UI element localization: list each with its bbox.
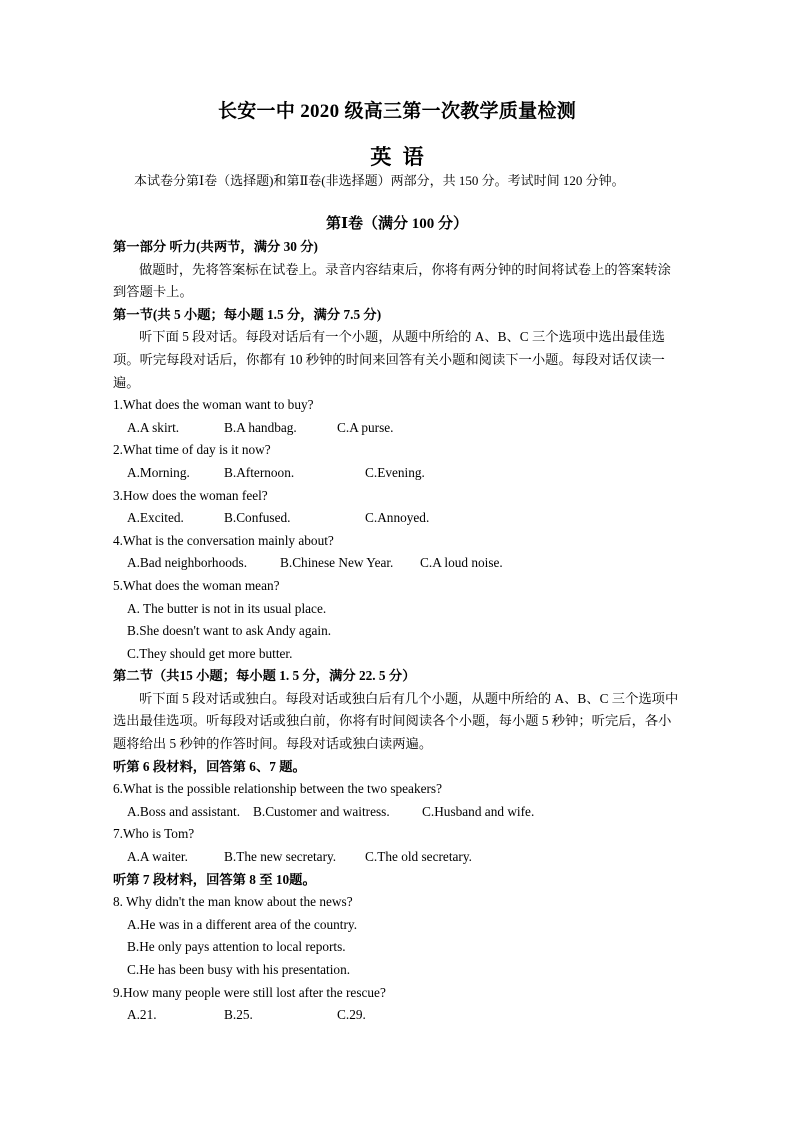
option-c: C.Husband and wife.: [422, 803, 535, 819]
option-a: A.21.: [127, 1007, 157, 1023]
option-c: C.Evening.: [365, 464, 425, 480]
options-9: [113, 1004, 683, 1027]
option-a: A.Bad neighborhoods.: [127, 555, 248, 571]
option-c: C.He has been busy with his presentation.: [127, 962, 351, 977]
option-c: C.The old secretary.: [365, 849, 472, 865]
question-2: 2.What time of day is it now?: [113, 442, 271, 458]
option-c: C.They should get more butter.: [127, 645, 293, 661]
option-b: B.She doesn't want to ask Andy again.: [127, 623, 332, 639]
part1-heading: 第一部分 听力(共两节，满分 30 分): [113, 239, 318, 254]
option-b: B.Chinese New Year.: [280, 555, 394, 571]
question-4: 4.What is the conversation mainly about?: [113, 532, 334, 548]
volume-heading: 第Ⅰ卷（满分 100 分）: [325, 216, 469, 232]
option-b: B.25.: [224, 1007, 253, 1023]
option-b: B.He only pays attention to local reports.: [127, 939, 346, 955]
option-a: A.A waiter.: [127, 849, 188, 865]
option-c: C.A loud noise.: [420, 555, 503, 571]
option-a: A.Boss and assistant.: [127, 803, 241, 819]
option-c: C.29.: [337, 1007, 366, 1023]
option-a: A.He was in a different area of the country.: [127, 916, 358, 932]
question-8: 8. Why didn't the man know about the news?: [113, 894, 353, 910]
option-a: A.Excited.: [127, 510, 184, 526]
question-6: 6.What is the possible relationship between the two speakers?: [113, 781, 443, 797]
option-c: C.A purse.: [337, 419, 394, 435]
option-b: B.The new secretary.: [224, 849, 337, 865]
option-b: B.Confused.: [224, 510, 291, 526]
section1-heading: 第一节(共 5 小题；每小题 1.5 分，满分 7.5 分): [113, 306, 382, 322]
options-6: [113, 801, 683, 824]
options-7: [113, 846, 683, 869]
exam-content: [113, 236, 683, 1027]
option-a: A.Morning.: [127, 464, 190, 480]
question-7: 7.Who is Tom?: [113, 826, 195, 842]
exam-title: 长安一中 2020 级高三第一次教学质量检测: [217, 101, 577, 122]
material-7-heading: 听第 7 段材料，回答第 8 至 10题。: [113, 871, 316, 887]
part1-intro: 做题时，先将答案标在试卷上。录音内容结束后，你将有两分钟的时间将试卷上的答案转涂到答题卡上。: [113, 261, 671, 300]
options-3: [113, 507, 683, 530]
question-3: 3.How does the woman feel?: [113, 487, 268, 503]
subject-title: 英 语: [370, 145, 424, 169]
options-2: [113, 462, 683, 485]
question-1: 1.What does the woman want to buy?: [113, 397, 314, 413]
options-4: [113, 552, 683, 575]
section2-intro: 听下面 5 段对话或独白。每段对话或独白后有几个小题，从题中所给的 A、B、C 三个选项中选出最佳选项。听每段对话或独白前，你将有时间阅读各个小题，每小题 5 秒钟；听完后，各小题将给出 5 秒钟的作答时间。每段对话或独白读两遍。: [113, 690, 679, 752]
question-9: 9.How many people were still lost after the rescue?: [113, 984, 386, 1000]
question-5: 5.What does the woman mean?: [113, 577, 280, 593]
option-c: C.Annoyed.: [365, 510, 430, 526]
material-6-heading: 听第 6 段材料，回答第 6、7 题。: [113, 758, 306, 774]
exam-note: 本试卷分第Ⅰ卷（选择题)和第Ⅱ卷(非选择题）两部分，共 150 分。考试时间 120 分钟。: [134, 173, 625, 188]
option-a: A. The butter is not in its usual place.: [127, 600, 327, 616]
option-b: B.A handbag.: [224, 419, 297, 435]
section1-intro: 听下面 5 段对话。每段对话后有一个小题，从题中所给的 A、B、C 三个选项中选出最佳选项。听完每段对话后，你都有 10 秒钟的时间来回答有关小题和阅读下一小题。每段对话仅读一遍。: [113, 329, 665, 390]
option-a: A.A skirt.: [127, 419, 180, 435]
section2-heading: 第二节（共15 小题；每小题 1. 5 分，满分 22. 5 分）: [113, 668, 416, 684]
option-b: B.Customer and waitress.: [253, 803, 390, 819]
option-b: B.Afternoon.: [224, 464, 295, 480]
options-1: [113, 417, 683, 440]
